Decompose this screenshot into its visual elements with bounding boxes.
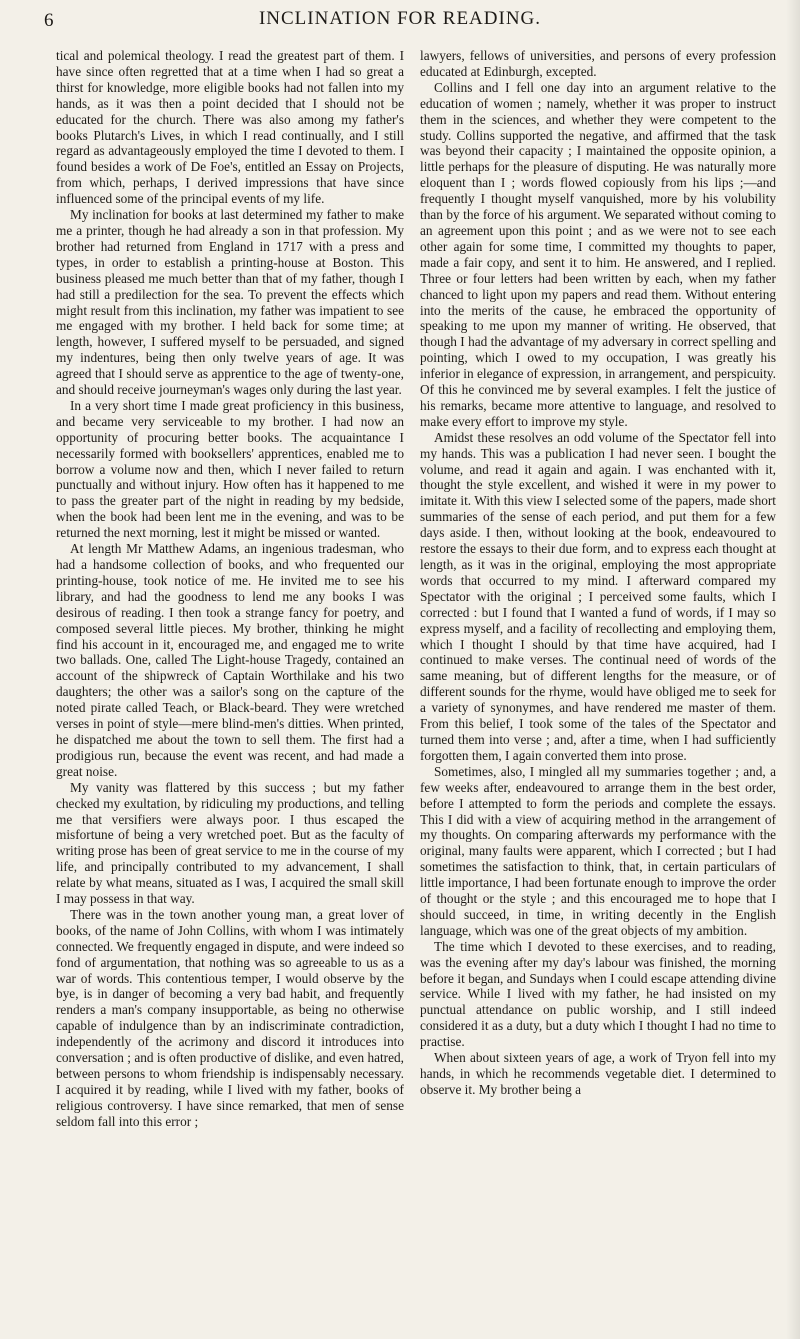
page-edge-shadow xyxy=(786,0,800,1339)
paragraph: There was in the town another young man, a great lover of books, of the name of John Collins, with whom I was intimately connected. We frequently engaged in dispute, and were indeed so fond of argumentation, that nothing was so agreeable to us as a war of words. This contentious temper, I would observe by the bye, is in danger of becoming a very bad habit, and frequently renders a man's company insupportable, as being no otherwise capable of indulgence than by an indiscriminate contradiction, independently of the acrimony and discord it introduces into conversation ; and is often productive of dislike, and even hatred, between persons to whom friendship is indispensably necessary. I acquired it by reading, while I lived with my father, books of religious controversy. I have since remarked, that men of sense seldom fall into this error ; xyxy=(56,906,404,1129)
paragraph: Sometimes, also, I mingled all my summaries together ; and, a few weeks after, endeavoured to arrange them in the best order, before I attempted to form the periods and complete the essays. This I did with a view of acquiring method in the arrangement of my thoughts. On comparing afterwards my performance with the original, many faults were apparent, which I corrected ; but I had sometimes the satisfaction to think, that, in certain particulars of little importance, I had been fortunate enough to improve the order of thought or the style ; and this encouraged me to hope that I should succeed, in time, in writing decently in the English language, which was one of the great objects of my ambition. xyxy=(420,763,776,938)
right-text-column xyxy=(420,48,776,1098)
paragraph: My inclination for books at last determined my father to make me a printer, though he had already a son in that profession. My brother had returned from England in 1717 with a press and types, in order to establish a printing-house at Boston. This business pleased me much better than that of my father, though I had still a predilection for the sea. To prevent the effects which might result from this inclination, my father was impatient to see me engaged with my brother. I held back for some time; at length, however, I suffered myself to be persuaded, and signed my indentures, being then only twelve years of age. It was agreed that I should serve as apprentice to the age of twenty-one, and should receive journeyman's wages only during the last year. xyxy=(56,207,404,398)
paragraph: In a very short time I made great proficiency in this business, and became very serviceable to my brother. I had now an opportunity of procuring better books. The acquaintance I necessarily formed with booksellers' apprentices, enabled me to borrow a volume now and then, which I never failed to return punctually and without injury. How often has it happened to me to pass the greater part of the night in reading by my bedside, when the book had been lent me in the evening, and was to be returned the next morning, lest it might be missed or wanted. xyxy=(56,397,404,541)
paragraph: tical and polemical theology. I read the greatest part of them. I have since often regretted that at a time when I had so great a thirst for knowledge, more eligible books had not fallen into my hands, as it was then a point decided that I should not be educated for the church. There was also among my father's books Plutarch's Lives, in which I read continually, and I still regard as advantageously employed the time I devoted to them. I found besides a work of De Foe's, entitled an Essay on Projects, from which, perhaps, I derived impressions that have since influenced some of the principal events of my life. xyxy=(56,48,404,207)
paragraph: My vanity was flattered by this success ; but my father checked my exultation, by ridiculing my productions, and telling me that versifiers were always poor. I thus escaped the misfortune of being a very wretched poet. But as the faculty of writing prose has been of great service to me in the course of my life, and principally contributed to my advancement, I shall relate by what means, situated as I was, I acquired the small skill I may possess in that way. xyxy=(56,779,404,907)
page-number: 6 xyxy=(44,10,54,31)
page-header xyxy=(0,0,800,40)
paragraph: Collins and I fell one day into an argument relative to the education of women ; namely, whether it was proper to instruct them in the sciences, and whether they were competent to the study. Collins supported the negative, and affirmed that the task was beyond their capacity ; I maintained the opposite opinion, a little perhaps for the pleasure of disputing. He was naturally more eloquent than I ; words flowed copiously from his lips ;—and frequently I thought myself vanquished, more by his volubility than by the force of his argument. We separated without coming to an agreement upon this point ; and as we were not to see each other again for some time, I committed my thoughts to paper, made a fair copy, and sent it to him. He answered, and I replied. Three or four letters had been written by each, when my father chanced to light upon my papers and read them. Without entering into the merits of the cause, he embraced the opportunity of speaking to me upon my manner of writing. He observed, that though I had the advantage of my adversary in correct spelling and pointing, which I owed to my occupation, I was greatly his inferior in elegance of expression, in arrangement, and perspicuity. Of this he convinced me by several examples. I felt the justice of his remarks, became more attentive to language, and resolved to make every effort to improve my style. xyxy=(420,79,776,429)
paragraph: The time which I devoted to these exercises, and to reading, was the evening after my day's labour was finished, the morning before it began, and Sundays when I could escape attending divine service. While I lived with my father, he had insisted on my punctual attendance on public worship, and I still indeed considered it as a duty, but a duty which I thought I had no time to practise. xyxy=(420,938,776,1050)
paragraph: When about sixteen years of age, a work of Tryon fell into my hands, in which he recommends vegetable diet. I determined to observe it. My brother being a xyxy=(420,1050,776,1097)
paragraph: Amidst these resolves an odd volume of the Spectator fell into my hands. This was a publication I had never seen. I bought the volume, and read it again and again. I was enchanted with it, thought the style excellent, and wished it were in my power to imitate it. With this view I selected some of the papers, made short summaries of the sense of each period, and put them for a few days aside. I then, without looking at the book, endeavoured to restore the essays to their due form, and to express each thought at length, as it was in the original, employing the most appropriate words that occurred to my mind. I afterward compared my Spectator with the original ; I perceived some faults, which I corrected : but I found that I wanted a fund of words, if I may so express myself, and a facility of recollecting and employing them, which I thought I should by that time have acquired, had I continued to make verses. The continual need of words of the same meaning, but of different lengths for the measure, or of different sounds for the rhyme, would have obliged me to seek for a variety of synonymes, and have rendered me master of them. From this belief, I took some of the tales of the Spectator and turned them into verse ; and, after a time, when I had sufficiently forgotten them, I again converted them into prose. xyxy=(420,429,776,763)
running-title: INCLINATION FOR READING. xyxy=(258,8,542,29)
paragraph: lawyers, fellows of universities, and persons of every profession educated at Edinburgh, excepted. xyxy=(420,48,776,79)
paragraph: At length Mr Matthew Adams, an ingenious tradesman, who had a handsome collection of books, and who frequented our printing-house, took notice of me. He invited me to see his library, and had the goodness to lend me any books I was desirous of reading. I then took a strange fancy for poetry, and composed several little pieces. My brother, thinking he might find his account in it, encouraged me, and engaged me to write two ballads. One, called The Light-house Tragedy, contained an account of the shipwreck of Captain Worthilake and his two daughters; the other was a sailor's song on the capture of the noted pirate called Teach, or Black-beard. They were wretched verses in point of style—mere blind-men's ditties. When printed, he dispatched me about the town to sell them. The first had a prodigious run, because the event was recent, and had made a great noise. xyxy=(56,541,404,779)
left-text-column xyxy=(56,48,404,1130)
